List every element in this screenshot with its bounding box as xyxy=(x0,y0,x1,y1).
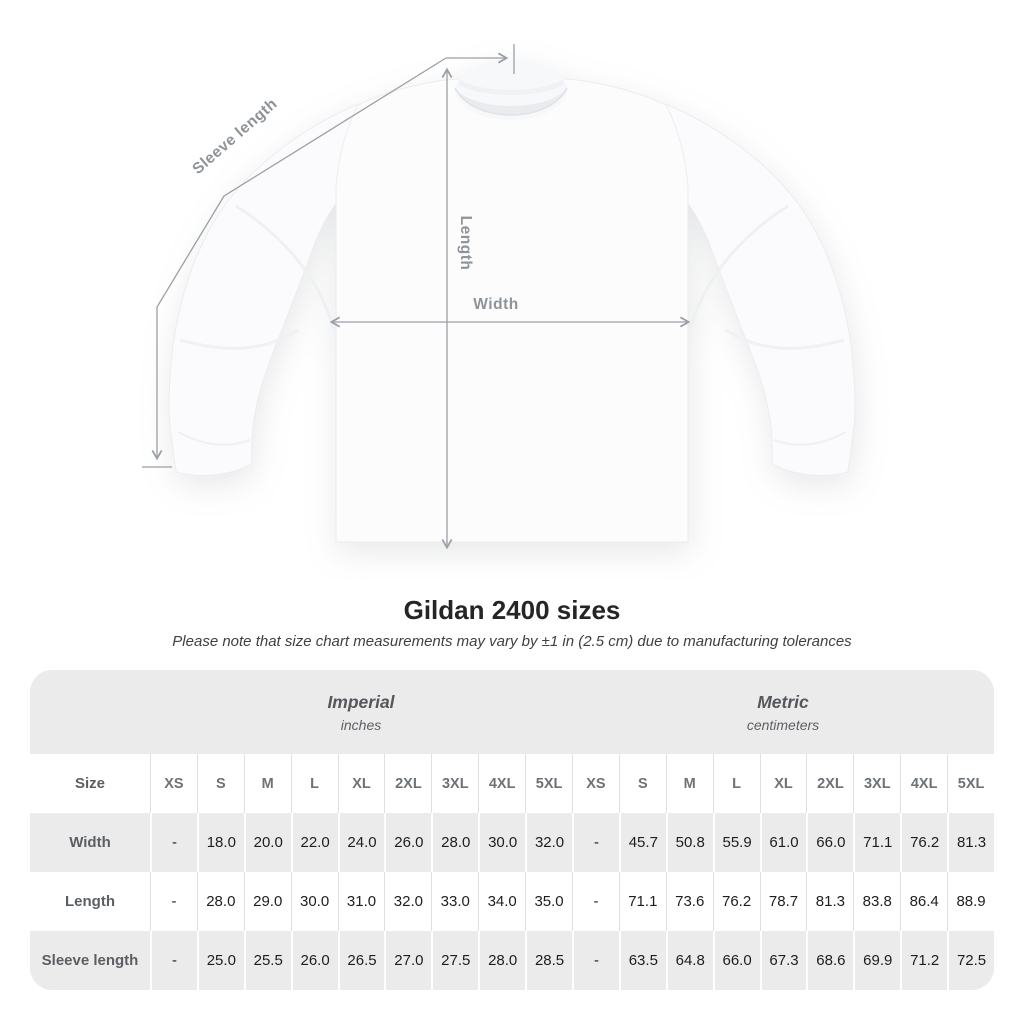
size-header-metric-m: M xyxy=(666,754,713,813)
size-header-imperial-5xl: 5XL xyxy=(525,754,572,813)
size-header-imperial-s: S xyxy=(197,754,244,813)
imperial-value: 18.0 xyxy=(197,813,244,872)
metric-value: 68.6 xyxy=(806,931,853,990)
width-label: Width xyxy=(473,296,519,313)
metric-value: 50.8 xyxy=(666,813,713,872)
imperial-value: 30.0 xyxy=(291,872,338,931)
metric-value: 81.3 xyxy=(947,813,994,872)
imperial-value: 30.0 xyxy=(478,813,525,872)
imperial-value: 35.0 xyxy=(525,872,572,931)
measurement-row-sleeve-length xyxy=(30,931,994,990)
metric-value: 76.2 xyxy=(900,813,947,872)
imperial-label: Imperial xyxy=(327,691,395,712)
imperial-value: 28.5 xyxy=(525,931,572,990)
imperial-value: 27.5 xyxy=(431,931,478,990)
size-header-metric-l: L xyxy=(713,754,760,813)
metric-value: 66.0 xyxy=(806,813,853,872)
imperial-value: 26.0 xyxy=(384,813,431,872)
group-row-spacer xyxy=(30,670,150,754)
imperial-value: 33.0 xyxy=(431,872,478,931)
imperial-value: 29.0 xyxy=(244,872,291,931)
metric-value: 83.8 xyxy=(853,872,900,931)
measurement-row-width xyxy=(30,813,994,872)
metric-label: Metric xyxy=(757,691,809,712)
imperial-value: 34.0 xyxy=(478,872,525,931)
imperial-value: 25.5 xyxy=(244,931,291,990)
metric-value: - xyxy=(572,931,619,990)
metric-value: 71.1 xyxy=(619,872,666,931)
metric-value: 64.8 xyxy=(666,931,713,990)
metric-value: - xyxy=(572,872,619,931)
size-header-imperial-3xl: 3XL xyxy=(431,754,478,813)
size-header-imperial-l: L xyxy=(291,754,338,813)
imperial-sublabel: inches xyxy=(340,716,382,733)
size-header-metric-5xl: 5XL xyxy=(947,754,994,813)
metric-value: 81.3 xyxy=(806,872,853,931)
metric-value: 72.5 xyxy=(947,931,994,990)
imperial-value: 28.0 xyxy=(478,931,525,990)
size-header-metric-xs: XS xyxy=(572,754,619,813)
page-title: Gildan 2400 sizes xyxy=(403,595,621,625)
right-sleeve xyxy=(666,104,855,475)
row-label: Length xyxy=(65,893,115,910)
size-header-imperial-m: M xyxy=(244,754,291,813)
imperial-value: - xyxy=(150,813,197,872)
metric-value: 88.9 xyxy=(947,872,994,931)
metric-value: 86.4 xyxy=(900,872,947,931)
metric-value: 66.0 xyxy=(713,931,760,990)
metric-value: 69.9 xyxy=(853,931,900,990)
imperial-value: 27.0 xyxy=(384,931,431,990)
tolerance-note: Please note that size chart measurements may vary by ±1 in (2.5 cm) due to manufacturing tolerances xyxy=(172,633,852,650)
imperial-value: 28.0 xyxy=(431,813,478,872)
size-header-imperial-xl: XL xyxy=(338,754,385,813)
metric-sublabel: centimeters xyxy=(746,716,820,733)
imperial-value: 28.0 xyxy=(197,872,244,931)
metric-value: 76.2 xyxy=(713,872,760,931)
metric-value: 71.2 xyxy=(900,931,947,990)
metric-value: 71.1 xyxy=(853,813,900,872)
imperial-value: 20.0 xyxy=(244,813,291,872)
imperial-value: 24.0 xyxy=(338,813,385,872)
metric-value: 67.3 xyxy=(760,931,807,990)
size-header-imperial-4xl: 4XL xyxy=(478,754,525,813)
imperial-value: 32.0 xyxy=(384,872,431,931)
imperial-value: 31.0 xyxy=(338,872,385,931)
unit-group-row xyxy=(30,670,994,754)
size-header-metric-4xl: 4XL xyxy=(900,754,947,813)
imperial-value: 26.5 xyxy=(338,931,385,990)
size-column-header: Size xyxy=(74,775,105,792)
metric-value: 45.7 xyxy=(619,813,666,872)
metric-value: 63.5 xyxy=(619,931,666,990)
metric-value: 78.7 xyxy=(760,872,807,931)
imperial-value: - xyxy=(150,872,197,931)
size-header-metric-3xl: 3XL xyxy=(853,754,900,813)
metric-group-header xyxy=(572,670,994,754)
length-label: Length xyxy=(457,215,474,271)
imperial-value: 25.0 xyxy=(197,931,244,990)
imperial-value: - xyxy=(150,931,197,990)
metric-value: - xyxy=(572,813,619,872)
size-header-metric-s: S xyxy=(619,754,666,813)
size-header-imperial-xs: XS xyxy=(150,754,197,813)
size-header-metric-xl: XL xyxy=(760,754,807,813)
metric-value: 61.0 xyxy=(760,813,807,872)
imperial-value: 26.0 xyxy=(291,931,338,990)
metric-value: 73.6 xyxy=(666,872,713,931)
imperial-value: 22.0 xyxy=(291,813,338,872)
imperial-value: 32.0 xyxy=(525,813,572,872)
size-chart-table xyxy=(30,670,994,990)
size-header-metric-2xl: 2XL xyxy=(806,754,853,813)
size-header-imperial-2xl: 2XL xyxy=(384,754,431,813)
row-label: Sleeve length xyxy=(41,952,139,969)
metric-value: 55.9 xyxy=(713,813,760,872)
sleeve-length-label: Sleeve length xyxy=(189,95,281,178)
measurement-row-length xyxy=(30,872,994,931)
row-label: Width xyxy=(69,834,111,851)
size-header-row xyxy=(30,754,994,813)
imperial-group-header xyxy=(150,670,572,754)
